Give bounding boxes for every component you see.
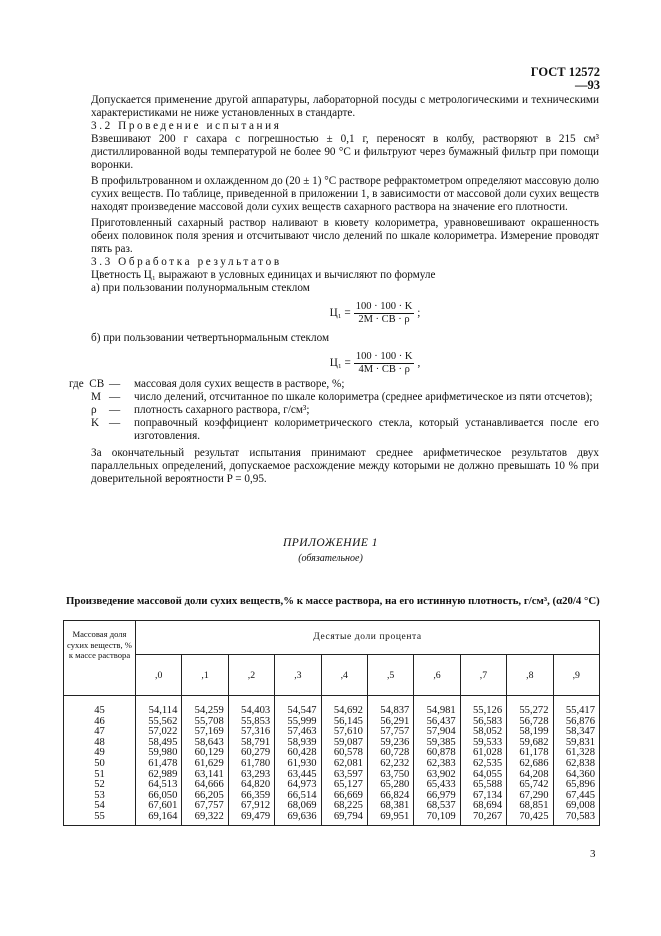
table-value: 70,583 bbox=[565, 810, 595, 822]
table-value: 61,930 bbox=[287, 757, 317, 769]
table-value: 62,232 bbox=[380, 757, 410, 769]
table-value: 62,383 bbox=[426, 757, 456, 769]
appendix-subtitle: (обязательное) bbox=[298, 553, 363, 564]
table-value: 64,360 bbox=[565, 768, 595, 780]
formula-2-numerator: 100 · 100 · K bbox=[355, 351, 413, 362]
table-value: 70,109 bbox=[426, 810, 456, 822]
value-column-cell bbox=[275, 696, 321, 826]
legend-desc-cb: массовая доля сухих веществ в растворе, %; bbox=[134, 378, 345, 390]
table-value: 65,127 bbox=[333, 779, 363, 791]
formula-1-fraction bbox=[354, 301, 415, 326]
value-column-cell bbox=[460, 696, 506, 826]
paragraph-final-result: За окончательный результат испытания принимают среднее арифметическое результатов двух параллельных определений, допускаемое расхождение между которыми не должно превышать 10 % при доверительной вероятности P = 0,95. bbox=[91, 447, 599, 485]
table-value: 68,381 bbox=[380, 800, 410, 812]
table-value: 66,979 bbox=[426, 789, 456, 801]
paragraph-weighing: Взвешивают 200 г сахара с погрешностью ± 0,1 г, переносят в колбу, растворяют в 215 см³ дистиллированной воды температурой не более 90 °С и фильтруют через бумажный фильтр при помощи воронки. bbox=[91, 133, 599, 171]
paragraph-colorimeter: Приготовленный сахарный раствор наливают в кювету колориметра, уравновешивают окрашенность обеих половинок поля зрения и отсчитывают число делений по шкале колориметра. Измерение проводят пять раз. bbox=[91, 217, 599, 255]
table-value: 63,445 bbox=[287, 768, 317, 780]
row-labels-cell bbox=[64, 696, 136, 826]
table-value: 62,686 bbox=[519, 757, 549, 769]
table-value: 55,708 bbox=[194, 715, 224, 727]
table-value: 65,588 bbox=[472, 779, 503, 791]
table-value: 64,973 bbox=[287, 779, 317, 791]
row-label: 54 bbox=[94, 800, 105, 812]
table-value: 56,437 bbox=[426, 715, 456, 727]
row-label: 52 bbox=[94, 779, 105, 791]
column-header: ,3 bbox=[275, 655, 321, 696]
table-value: 59,236 bbox=[380, 736, 410, 748]
table-value: 54,981 bbox=[426, 705, 456, 716]
legend-desc-m: число делений, отсчитанное по шкале колориметра (среднее арифметическое из пяти отсчетов); bbox=[134, 391, 593, 403]
column-header: ,1 bbox=[182, 655, 228, 696]
column-header-row bbox=[64, 655, 600, 696]
row-label: 50 bbox=[94, 757, 105, 769]
table-value: 59,385 bbox=[426, 736, 456, 748]
table-value: 64,208 bbox=[519, 768, 549, 780]
table-value: 57,022 bbox=[148, 726, 178, 738]
table-value: 57,463 bbox=[287, 726, 317, 738]
formula-2-end: , bbox=[417, 357, 421, 369]
table-value: 54,547 bbox=[287, 705, 317, 716]
legend-desc-k: поправочный коэффициент колориметрического стекла, который устанавливается после его изготовления. bbox=[134, 417, 599, 442]
paragraph-equipment: Допускается применение другой аппаратуры, лабораторной посуды с метрологическими и техническими характеристиками не ниже установленных в стандарте. bbox=[91, 94, 599, 119]
table-value: 54,403 bbox=[241, 705, 271, 716]
table-value: 67,601 bbox=[148, 800, 178, 812]
table-value: 64,666 bbox=[194, 779, 224, 791]
table-value: 66,669 bbox=[333, 789, 363, 801]
table-value: 70,425 bbox=[519, 810, 549, 822]
table-value: 60,878 bbox=[426, 747, 456, 759]
table-value: 55,272 bbox=[519, 705, 549, 716]
table-value: 54,692 bbox=[333, 705, 363, 716]
table-value: 68,851 bbox=[519, 800, 549, 812]
formula-1-end: ; bbox=[417, 307, 421, 319]
formula-1-denominator: 2M · CB · ρ bbox=[358, 314, 410, 325]
table-value: 59,087 bbox=[333, 736, 363, 748]
formula-2-lhs: Ц₁ = bbox=[329, 357, 351, 369]
table-value: 66,050 bbox=[148, 789, 178, 801]
table-value: 60,129 bbox=[194, 747, 224, 759]
table-value: 59,533 bbox=[472, 736, 503, 748]
legend-dash-m: — bbox=[109, 391, 121, 403]
table-value: 63,141 bbox=[194, 768, 224, 780]
table-value: 63,597 bbox=[333, 768, 363, 780]
formula-quarter-normal bbox=[91, 351, 599, 376]
section-3-2-heading: 3.2 Проведение испытания bbox=[91, 120, 282, 132]
table-value: 57,904 bbox=[426, 726, 456, 738]
table-value: 56,876 bbox=[565, 715, 595, 727]
table-value: 67,445 bbox=[565, 789, 595, 801]
table-value: 69,794 bbox=[333, 810, 363, 822]
table-value: 58,939 bbox=[287, 736, 317, 748]
table-value: 69,479 bbox=[241, 810, 271, 822]
table-value: 63,902 bbox=[426, 768, 456, 780]
column-header: ,6 bbox=[414, 655, 460, 696]
table-value: 62,838 bbox=[565, 757, 595, 769]
section-3-3-heading: 3.3 Обработка результатов bbox=[91, 256, 282, 268]
column-header: ,4 bbox=[321, 655, 367, 696]
table-value: 54,259 bbox=[194, 705, 224, 716]
legend-symbol-m: M bbox=[91, 391, 101, 403]
formula-2-denominator: 4M · CB · ρ bbox=[358, 364, 410, 375]
table-value: 61,629 bbox=[194, 757, 224, 769]
table-value: 60,728 bbox=[380, 747, 410, 759]
table-value: 65,280 bbox=[380, 779, 410, 791]
row-label: 51 bbox=[94, 768, 105, 780]
formula-1-lhs: Ц₁ = bbox=[329, 307, 351, 319]
legend-where bbox=[69, 378, 109, 391]
table-value: 58,199 bbox=[519, 726, 549, 738]
table-value: 67,134 bbox=[472, 789, 503, 801]
legend-symbol-k: K bbox=[91, 417, 100, 429]
table-value: 56,728 bbox=[519, 715, 549, 727]
value-column-cell bbox=[182, 696, 228, 826]
legend-dash-rho: — bbox=[109, 404, 121, 416]
value-column-cell bbox=[321, 696, 367, 826]
table-value: 66,514 bbox=[287, 789, 317, 801]
formula-half-normal bbox=[91, 301, 599, 326]
table-value: 55,126 bbox=[472, 705, 503, 716]
table-value: 69,008 bbox=[565, 800, 595, 812]
formula-1-numerator: 100 · 100 · K bbox=[355, 301, 413, 312]
table-value: 64,513 bbox=[148, 779, 178, 791]
legend-where-word: где bbox=[69, 378, 84, 390]
table-value: 58,052 bbox=[472, 726, 503, 738]
table-value: 67,912 bbox=[241, 800, 271, 812]
table-value: 65,433 bbox=[426, 779, 456, 791]
value-column-cell bbox=[367, 696, 413, 826]
page-number: 3 bbox=[590, 848, 596, 860]
table-value: 63,293 bbox=[241, 768, 271, 780]
table-value: 64,055 bbox=[472, 768, 503, 780]
appendix-title: ПРИЛОЖЕНИЕ 1 bbox=[282, 537, 379, 549]
column-header: ,0 bbox=[136, 655, 182, 696]
body-text bbox=[69, 94, 599, 486]
table-value: 59,831 bbox=[565, 736, 595, 748]
legend-symbol-cb: CB bbox=[89, 378, 105, 390]
table-value: 58,791 bbox=[241, 736, 271, 748]
table-value: 68,069 bbox=[287, 800, 317, 812]
row-label: 53 bbox=[94, 789, 105, 801]
table-value: 66,359 bbox=[241, 789, 271, 801]
table-title: Произведение массовой доли сухих веществ,% к массе раствора, на его истинную плотность, г/см³, (α20/4 °С) bbox=[66, 595, 600, 607]
table-value: 66,205 bbox=[194, 789, 224, 801]
table-value: 59,980 bbox=[148, 747, 178, 759]
document-code: ГОСТ 12572—93 bbox=[530, 65, 600, 92]
column-header: ,8 bbox=[507, 655, 553, 696]
group-header: Десятые доли процента bbox=[136, 621, 600, 655]
table-value: 70,267 bbox=[472, 810, 503, 822]
formula-legend bbox=[69, 378, 599, 443]
value-column-cell bbox=[228, 696, 274, 826]
table-value: 58,495 bbox=[148, 736, 178, 748]
column-header: ,2 bbox=[228, 655, 274, 696]
table-value: 59,682 bbox=[519, 736, 549, 748]
column-header: ,9 bbox=[553, 655, 599, 696]
table-value: 65,896 bbox=[565, 779, 595, 791]
table-value: 56,583 bbox=[472, 715, 503, 727]
table-value: 61,478 bbox=[148, 757, 178, 769]
table-value: 62,989 bbox=[148, 768, 178, 780]
row-label: 45 bbox=[94, 705, 105, 716]
row-header: Массовая доля сухих веществ, % к массе раствора bbox=[64, 621, 136, 696]
table-value: 55,417 bbox=[565, 705, 595, 716]
table-value: 57,757 bbox=[380, 726, 410, 738]
table-value: 60,578 bbox=[333, 747, 363, 759]
table-value: 69,164 bbox=[148, 810, 178, 822]
table-value: 65,742 bbox=[519, 779, 549, 791]
case-b-label: б) при пользовании четвертьнормальным стеклом bbox=[91, 332, 330, 344]
table-value: 57,316 bbox=[241, 726, 271, 738]
table-value: 61,028 bbox=[472, 747, 503, 759]
table-value: 69,636 bbox=[287, 810, 317, 822]
row-label: 55 bbox=[94, 810, 105, 822]
legend-dash-k: — bbox=[109, 417, 121, 429]
table-value: 56,291 bbox=[380, 715, 410, 727]
legend-symbol-rho: ρ bbox=[91, 404, 97, 416]
table-value: 61,328 bbox=[565, 747, 595, 759]
row-label: 49 bbox=[94, 747, 105, 759]
row-label: 46 bbox=[94, 715, 105, 727]
table-value: 58,643 bbox=[194, 736, 224, 748]
table-value: 67,290 bbox=[519, 789, 549, 801]
table-value: 66,824 bbox=[380, 789, 410, 801]
row-label: 47 bbox=[94, 726, 105, 738]
table-value: 68,225 bbox=[333, 800, 363, 812]
table-value: 57,610 bbox=[333, 726, 363, 738]
formula-2-fraction bbox=[354, 351, 415, 376]
table-value: 62,081 bbox=[333, 757, 363, 769]
column-header: ,5 bbox=[367, 655, 413, 696]
table-value: 67,757 bbox=[194, 800, 224, 812]
table-value: 58,347 bbox=[565, 726, 595, 738]
legend-desc-rho: плотность сахарного раствора, г/см³; bbox=[134, 404, 310, 416]
table-value: 60,279 bbox=[241, 747, 271, 759]
table-body-row bbox=[64, 696, 600, 826]
table-value: 54,114 bbox=[148, 705, 178, 716]
table-value: 64,820 bbox=[241, 779, 271, 791]
table-value: 56,145 bbox=[333, 715, 363, 727]
table-value: 61,780 bbox=[241, 757, 271, 769]
table-value: 60,428 bbox=[287, 747, 317, 759]
row-label: 48 bbox=[94, 736, 105, 748]
table-value: 69,322 bbox=[194, 810, 224, 822]
legend-dash-cb: — bbox=[109, 378, 121, 390]
table-value: 54,837 bbox=[380, 705, 410, 716]
table-value: 68,537 bbox=[426, 800, 456, 812]
value-column-cell bbox=[136, 696, 182, 826]
table-value: 69,951 bbox=[380, 810, 410, 822]
value-column-cell bbox=[553, 696, 599, 826]
case-a-label: а) при пользовании полунормальным стеклом bbox=[91, 282, 310, 294]
table-value: 63,750 bbox=[380, 768, 410, 780]
value-column-cell bbox=[414, 696, 460, 826]
paragraph-color-formula: Цветность Ц₁ выражают в условных единицах и вычисляют по формуле bbox=[91, 269, 436, 281]
paragraph-refractometer: В профильтрованном и охлажденном до (20 ± 1) °С растворе рефрактометром определяют массовую долю сухих веществ. По таблице, приведенной в приложении 1, в зависимости от массовой доли сухих веществ находят произведение массовой доли сухих веществ сахарного раствора на значение его плотности. bbox=[91, 175, 599, 213]
density-table bbox=[63, 620, 600, 826]
table-value: 62,535 bbox=[472, 757, 503, 769]
value-column-cell bbox=[507, 696, 553, 826]
table-value: 61,178 bbox=[519, 747, 549, 759]
table-value: 55,562 bbox=[148, 715, 178, 727]
table-value: 68,694 bbox=[472, 800, 503, 812]
table-value: 57,169 bbox=[194, 726, 224, 738]
table-value: 55,853 bbox=[241, 715, 271, 727]
column-header: ,7 bbox=[460, 655, 506, 696]
table-value: 55,999 bbox=[287, 715, 317, 727]
